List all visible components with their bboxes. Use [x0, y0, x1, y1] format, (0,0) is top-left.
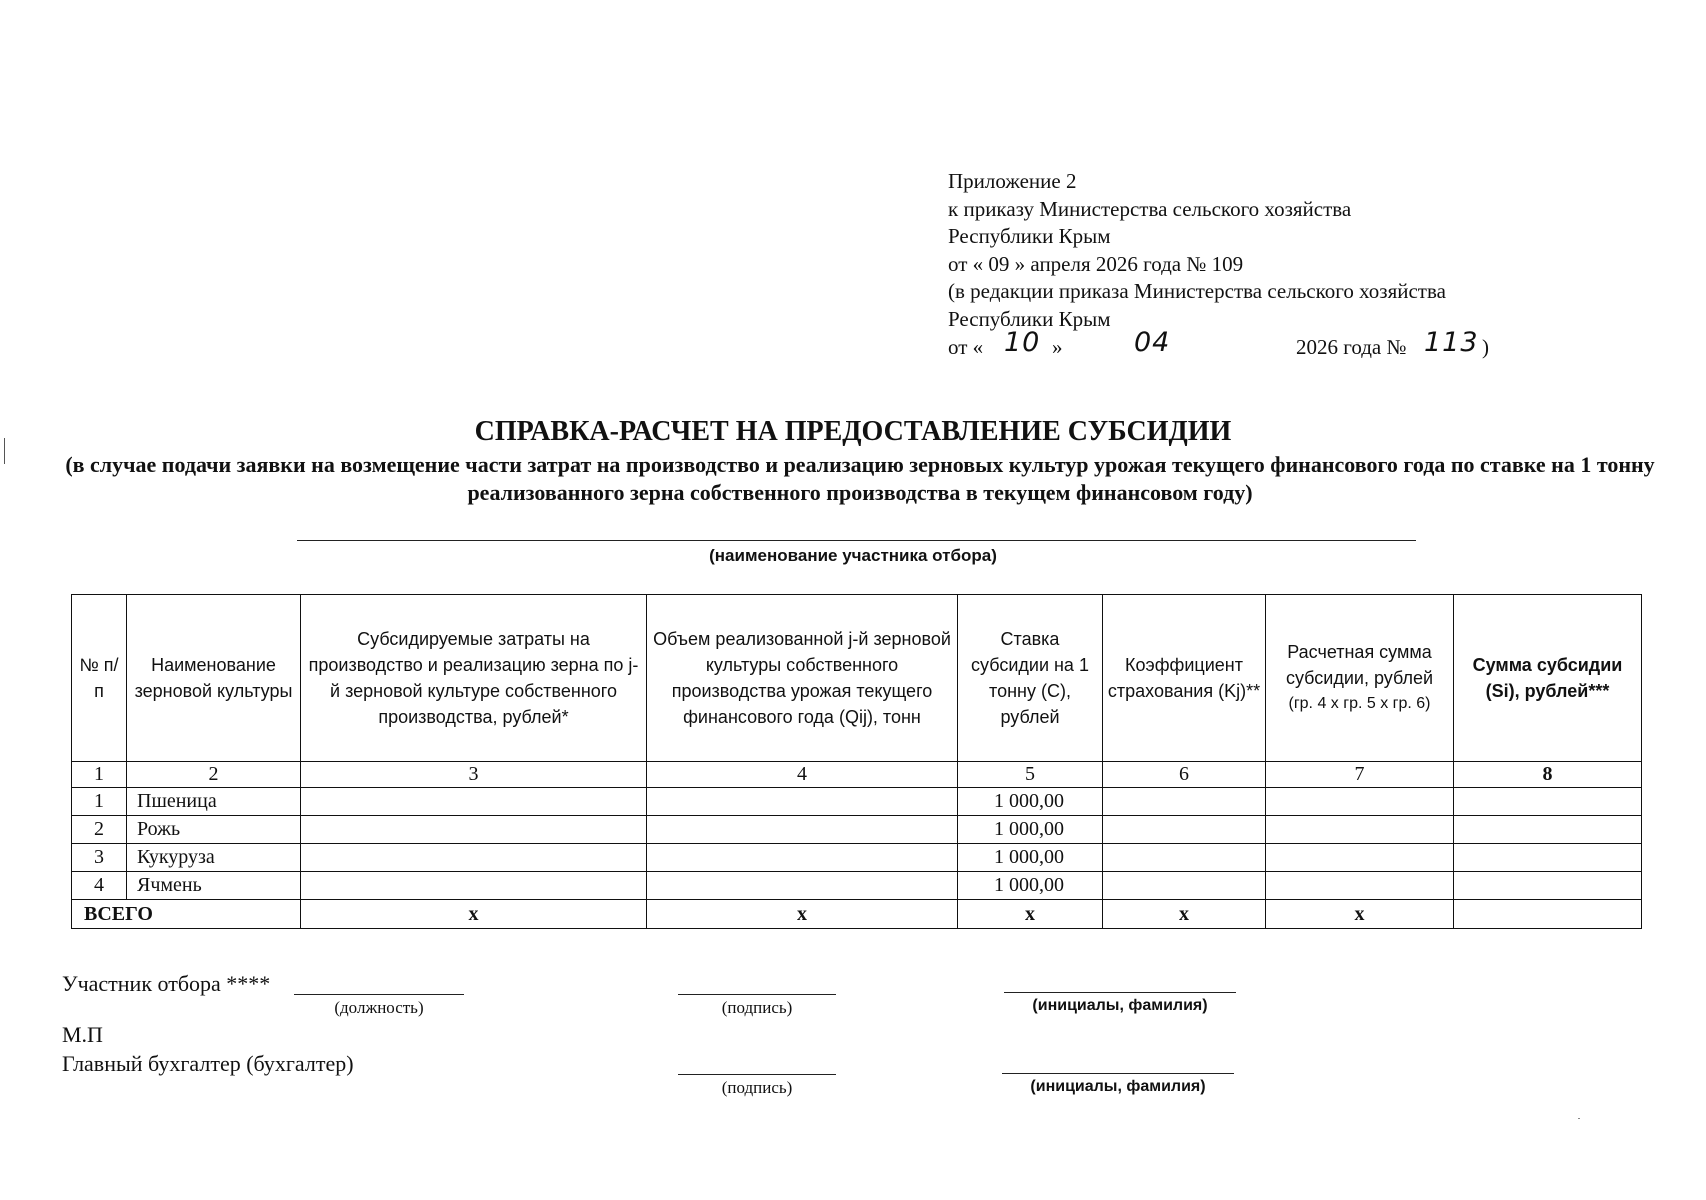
participant-name-caption: (наименование участника отбора) [709, 546, 997, 565]
table-row [72, 844, 1642, 872]
header-cell: № п/п [72, 595, 127, 762]
column-number: 8 [1454, 762, 1642, 788]
column-number: 4 [647, 762, 958, 788]
table-row [72, 788, 1642, 816]
column-number: 7 [1266, 762, 1454, 788]
accountant-initials-line [1002, 1073, 1234, 1074]
calculated-sum-cell [1266, 816, 1454, 844]
row-number: 3 [72, 844, 127, 872]
appendix-line: от « 09 » апреля 2026 года № 109 [948, 251, 1244, 276]
accountant-signature-caption: (подпись) [721, 1078, 793, 1097]
row-number: 1 [72, 788, 127, 816]
header-cell [1266, 595, 1454, 762]
coefficient-cell [1103, 788, 1266, 816]
column-number: 1 [72, 762, 127, 788]
header-cell-text: Расчетная сумма субсидии, рублей [1285, 642, 1434, 688]
column-number-row [72, 762, 1642, 788]
volume-cell [647, 816, 958, 844]
calculated-sum-cell [1266, 844, 1454, 872]
document-subtitle: (в случае подачи заявки на возмещение части затрат на производство и реализацию зерновых культур урожая текущего финансового года по ставке на 1 тонну реализованного зерна собственного производства в текущем финансовом году) [65, 452, 1655, 505]
crop-name: Кукуруза [127, 844, 301, 872]
accountant-initials-caption: (инициалы, фамилия) [1030, 1078, 1206, 1095]
rate-cell: 1 000,00 [958, 844, 1103, 872]
appendix-line: Приложение 2 [948, 169, 1077, 193]
stamp-label: М.П [62, 1022, 103, 1047]
calculated-sum-cell [1266, 872, 1454, 900]
column-number: 2 [127, 762, 301, 788]
handwritten-day: 10 [1004, 326, 1041, 358]
total-x-mark: x [647, 900, 958, 929]
scan-dot [1578, 1118, 1580, 1119]
coefficient-cell [1103, 872, 1266, 900]
appendix-line: Республики Крым [948, 224, 1111, 249]
total-x-mark: x [1266, 900, 1454, 929]
volume-cell [647, 872, 958, 900]
date-prefix: от « [948, 334, 984, 359]
accountant-signature-line [678, 1074, 836, 1075]
row-number: 4 [72, 872, 127, 900]
calculated-sum-cell [1266, 788, 1454, 816]
position-caption: (должность) [334, 998, 424, 1017]
appendix-line: (в редакции приказа Министерства сельского хозяйства [948, 279, 1446, 304]
crop-name: Рожь [127, 816, 301, 844]
participant-label: Участник отбора **** [62, 971, 271, 996]
header-cell: Объем реализованной j-й зерновой культуры собственного производства урожая текущего финансового года (Qij), тонн [647, 595, 958, 762]
total-label: ВСЕГО [72, 900, 301, 929]
costs-cell [301, 844, 647, 872]
table-row [72, 872, 1642, 900]
total-x-mark: x [958, 900, 1103, 929]
header-cell-formula: (гр. 4 х гр. 5 х гр. 6) [1288, 695, 1431, 712]
handwritten-number: 113 [1424, 326, 1479, 358]
column-number: 5 [958, 762, 1103, 788]
date-year-text: 2026 года № [1296, 334, 1407, 359]
volume-cell [647, 788, 958, 816]
header-cell: Коэффициент страхования (Kj)** [1103, 595, 1266, 762]
table-row [72, 816, 1642, 844]
crop-name: Ячмень [127, 872, 301, 900]
coefficient-cell [1103, 844, 1266, 872]
participant-initials-caption: (инициалы, фамилия) [1032, 997, 1208, 1014]
header-cell: Ставка субсидии на 1 тонну (C), рублей [958, 595, 1103, 762]
position-line [294, 994, 464, 995]
date-end: ) [1482, 334, 1489, 359]
participant-name-line [297, 540, 1416, 541]
subsidy-table [71, 594, 1642, 929]
rate-cell: 1 000,00 [958, 788, 1103, 816]
document-title: СПРАВКА-РАСЧЕТ НА ПРЕДОСТАВЛЕНИЕ СУБСИДИИ [474, 416, 1232, 447]
accountant-label: Главный бухгалтер (бухгалтер) [62, 1051, 354, 1076]
total-row [72, 900, 1642, 929]
costs-cell [301, 872, 647, 900]
total-x-mark: x [301, 900, 647, 929]
header-cell: Наименование зерновой культуры [127, 595, 301, 762]
participant-signature-caption: (подпись) [721, 998, 793, 1017]
header-row [72, 595, 1642, 762]
appendix-block [948, 168, 1489, 362]
appendix-line: к приказу Министерства сельского хозяйства [948, 196, 1352, 221]
costs-cell [301, 816, 647, 844]
rate-cell: 1 000,00 [958, 816, 1103, 844]
amendment-date-line [948, 326, 1489, 362]
subsidy-sum-cell [1454, 844, 1642, 872]
total-x-mark: x [1103, 900, 1266, 929]
coefficient-cell [1103, 816, 1266, 844]
subsidy-sum-cell [1454, 816, 1642, 844]
subsidy-sum-cell [1454, 788, 1642, 816]
row-number: 2 [72, 816, 127, 844]
column-number: 6 [1103, 762, 1266, 788]
crop-name: Пшеница [127, 788, 301, 816]
total-subsidy-cell [1454, 900, 1642, 929]
volume-cell [647, 844, 958, 872]
subsidy-sum-cell [1454, 872, 1642, 900]
participant-signature-line [678, 994, 836, 995]
rate-cell: 1 000,00 [958, 872, 1103, 900]
date-close: » [1052, 334, 1063, 359]
handwritten-month: 04 [1134, 326, 1171, 358]
header-cell: Сумма субсидии (Si), рублей*** [1454, 595, 1642, 762]
header-cell: Субсидируемые затраты на производство и реализацию зерна по j-й зерновой культуре собственного производства, рублей* [301, 595, 647, 762]
appendix-line: Республики Крым [948, 306, 1111, 331]
participant-initials-line [1004, 992, 1236, 993]
costs-cell [301, 788, 647, 816]
column-number: 3 [301, 762, 647, 788]
